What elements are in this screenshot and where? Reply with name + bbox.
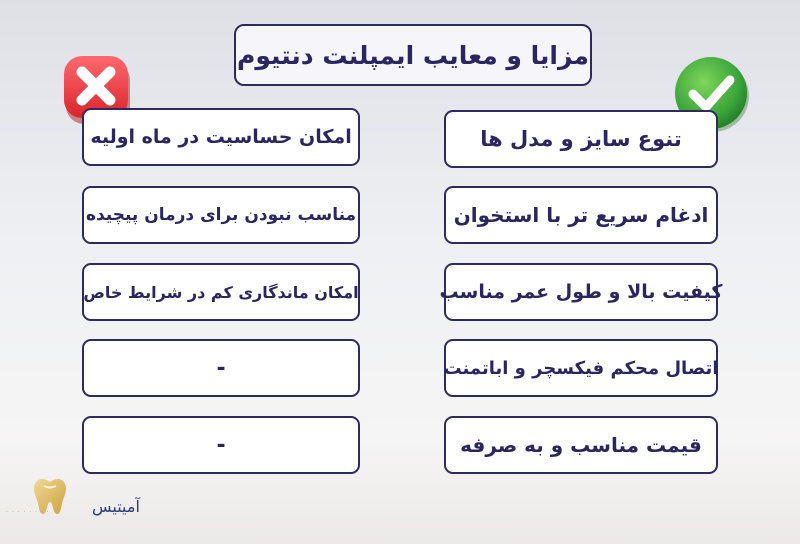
con-item-label: امکان ماندگاری کم در شرایط خاص (83, 282, 359, 302)
pro-item-2 (444, 186, 718, 244)
pro-item-label: قیمت مناسب و به صرفه (460, 433, 702, 457)
con-item-3 (82, 263, 360, 321)
con-item-4 (82, 339, 360, 397)
pro-item-4 (444, 339, 718, 397)
con-item-2 (82, 186, 360, 244)
logo-tagline: · · · · · · · · (6, 509, 50, 516)
page-title-text: مزایا و معایب ایمپلنت دنتیوم (237, 40, 589, 70)
pro-item-label: کیفیت بالا و طول عمر مناسب (439, 281, 723, 303)
pro-item-1 (444, 110, 718, 168)
pro-item-label: ادغام سریع تر با استخوان (453, 203, 709, 227)
pro-item-label: تنوع سایز و مدل ها (480, 127, 682, 151)
con-item-1 (82, 108, 360, 166)
logo-name: آمیتیس (92, 497, 140, 516)
con-item-label: - (216, 432, 226, 458)
pro-item-5 (444, 416, 718, 474)
page-title (234, 24, 592, 86)
pro-item-3 (439, 263, 723, 321)
con-item-label: امکان حساسیت در ماه اولیه (90, 126, 352, 148)
con-item-5 (82, 416, 360, 474)
con-item-label: - (216, 355, 226, 381)
con-item-label: مناسب نبودن برای درمان پیچیده (85, 205, 357, 225)
pro-item-label: اتصال محکم فیکسچر و اباتمنت (443, 357, 719, 379)
